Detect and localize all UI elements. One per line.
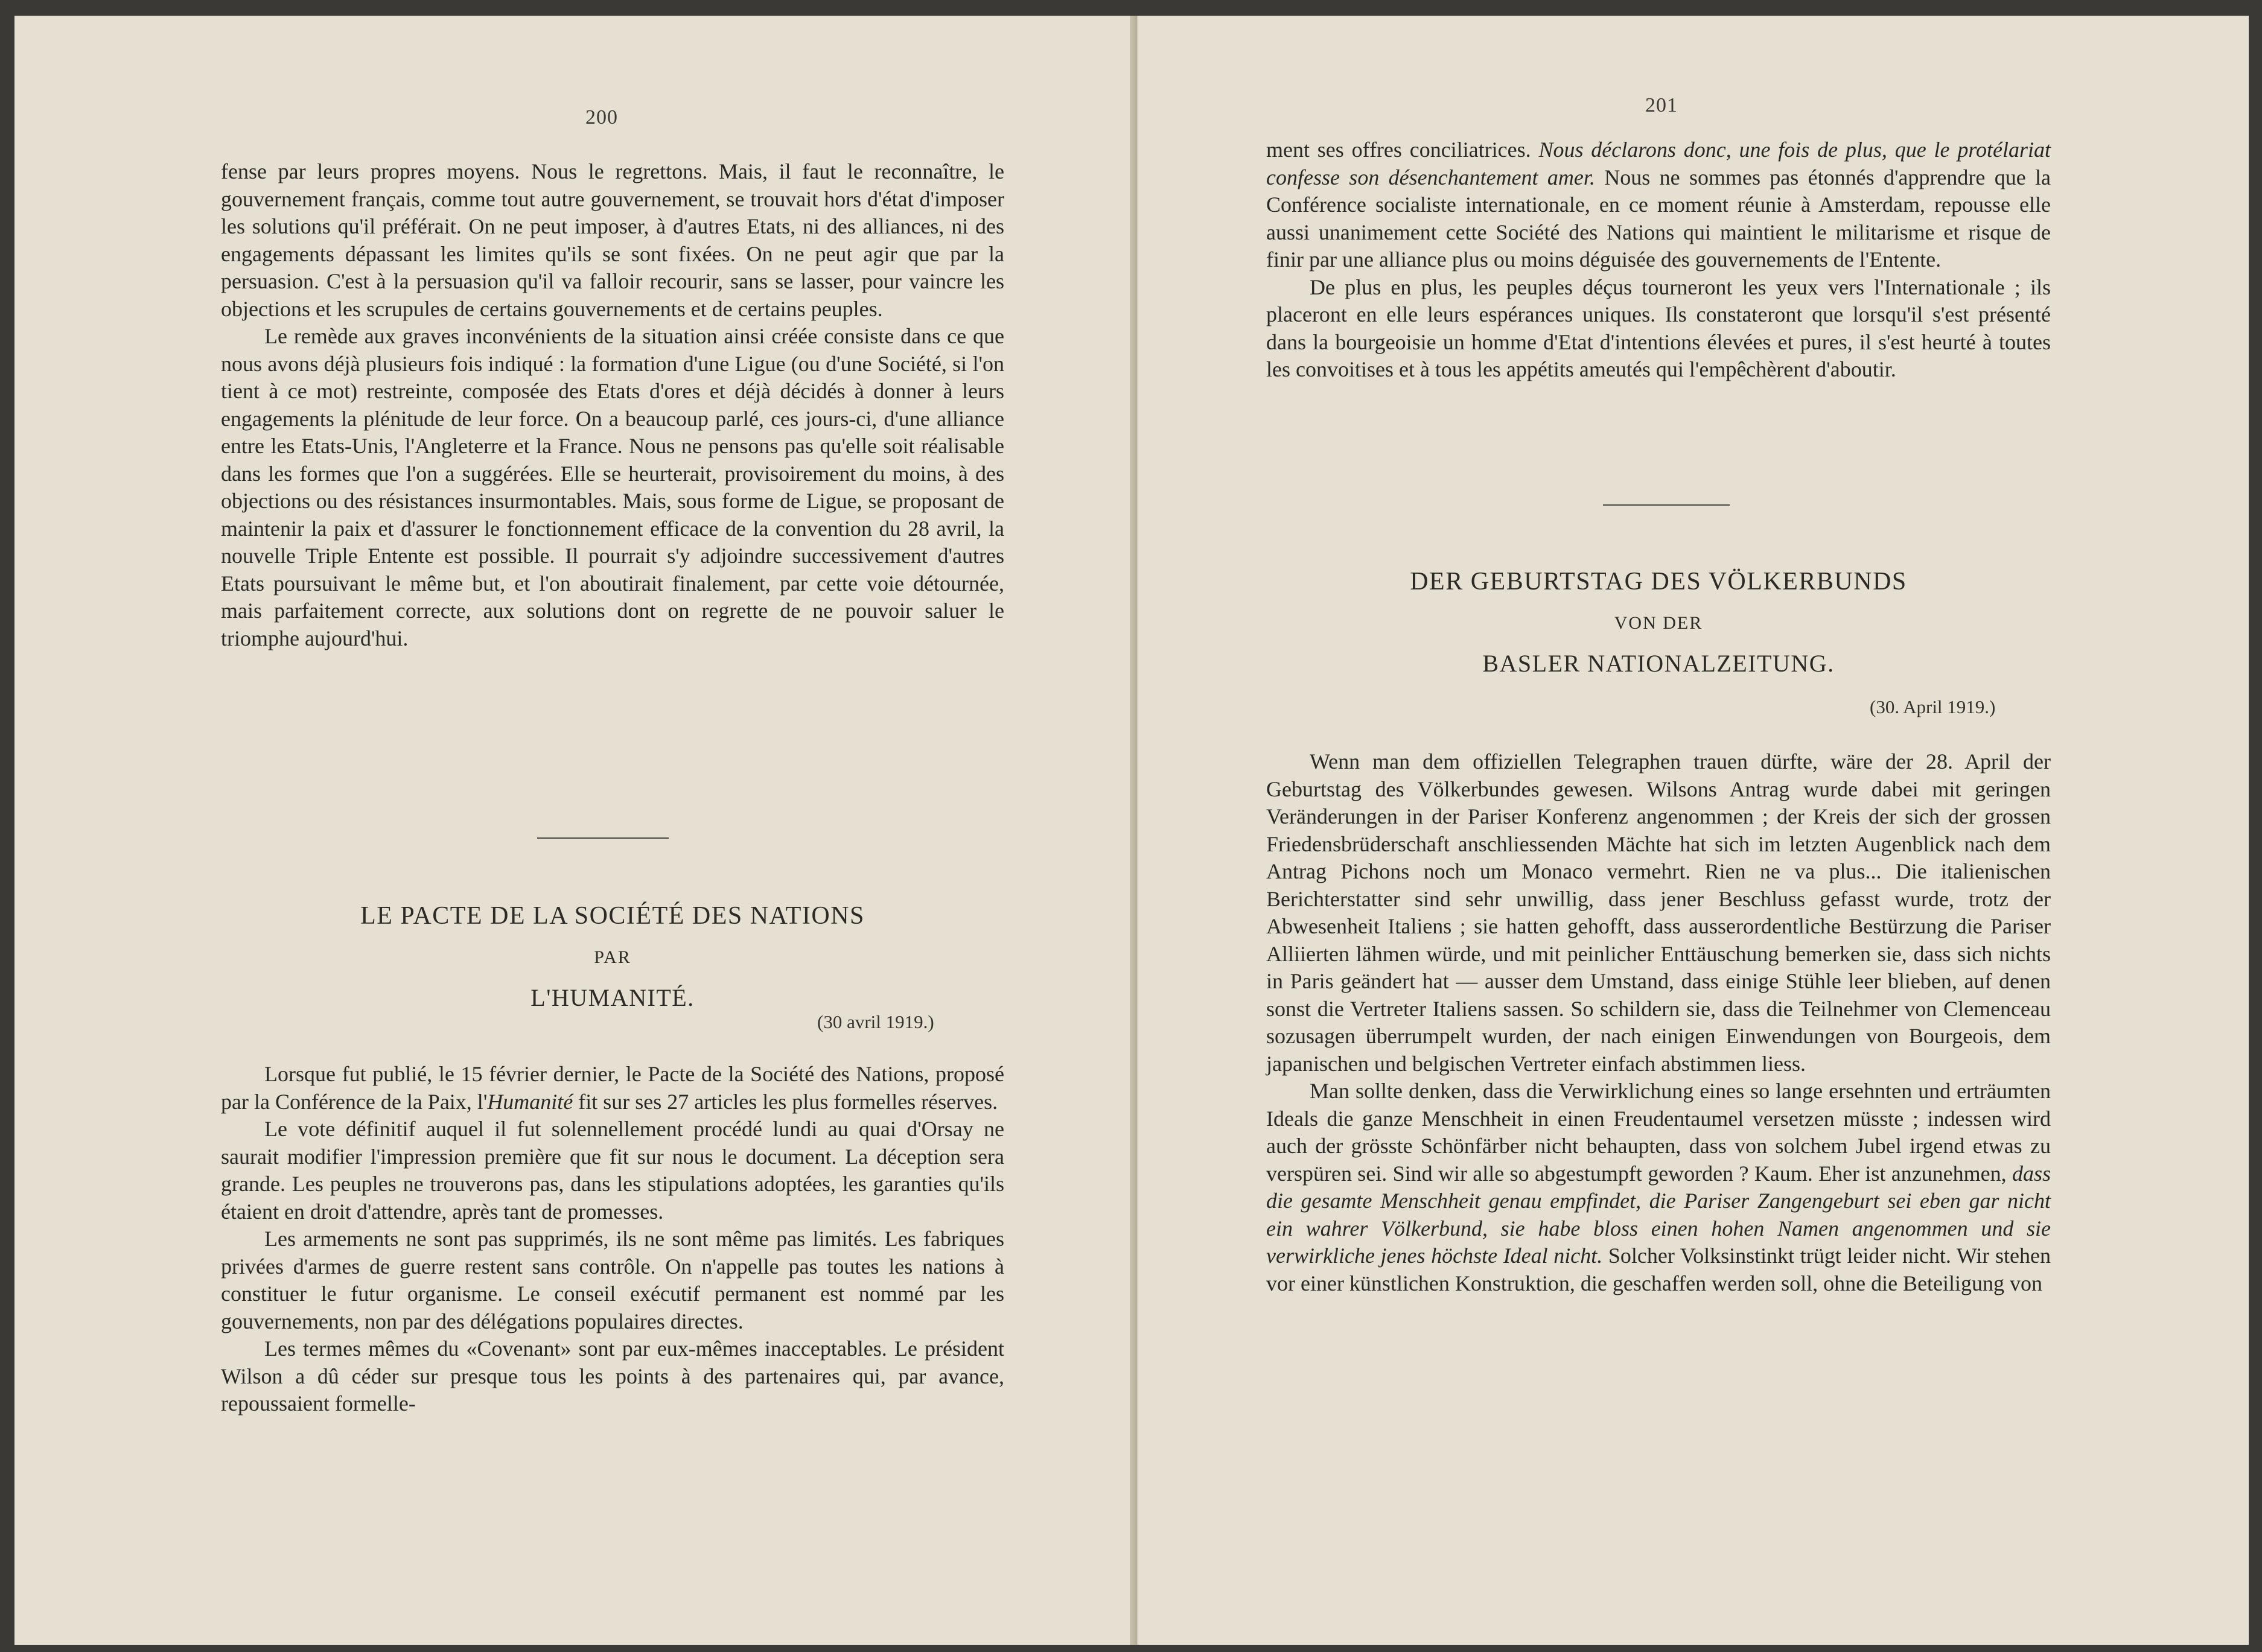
article-source: L'HUMANITÉ. (530, 984, 695, 1011)
paragraph: De plus en plus, les peuples déçus tourneront les yeux vers l'Internationale ; ils placeront en elle leurs espérances uniques. Ils constateront que lorsqu'il s'est présenté dans la bourgeoisie un homme d'Etat d'intentions élevées et pures, il s'est heurté à toutes les convoitises et à tous les appétits ameutés qui l'empêchèrent d'aboutir. (1266, 275, 2051, 381)
right-continuation-text (1266, 136, 2051, 384)
paragraph: Les termes mêmes du «Covenant» sont par eux-mêmes inacceptables. Le président Wilson a dû céder sur presque tous les points à des partenaires qui, par avance, repoussaient formelle- (221, 1336, 1004, 1415)
right-page (1137, 16, 2249, 1645)
paragraph: Le vote définitif auquel il fut solennellement procédé lundi au quai d'Orsay ne saurait modifier l'impression première que fit sur nous le document. La déception sera grande. Les peuples ne trouverons pas, dans les stipulations adoptées, les garanties qu'ils étaient en droit d'attendre, après tant de promesses. (221, 1117, 1004, 1224)
article-title: LE PACTE DE LA SOCIÉTÉ DES NATIONS (360, 902, 865, 930)
section-divider (537, 837, 669, 839)
paragraph: fense par leurs propres moyens. Nous le regrettons. Mais, il faut le reconnaître, le gouvernement français, comme tout autre gouvernement, se trouvait hors d'état d'imposer les solutions qu'il préférait. On ne peut imposer, à d'autres Etats, ni des alliances, ni des engagements dépassant les limites qu'ils se sont fixées. On ne peut agir que par la persuasion. C'est à la persuasion qu'il va falloir recourir, sans se lasser, pour vaincre les objections et les scrupules de certains gouvernements et de certains peuples. (221, 159, 1004, 321)
article-byline-von: VON DER (1614, 613, 1703, 633)
left-page (14, 16, 1136, 1645)
article-title: DER GEBURTSTAG DES VÖLKERBUNDS (1410, 568, 1907, 596)
left-article-body (221, 1061, 1004, 1418)
article-source: BASLER NATIONALZEITUNG. (1482, 650, 1835, 677)
article-byline-par: PAR (594, 947, 631, 967)
section-divider (1603, 504, 1730, 506)
page-number-left: 200 (585, 106, 618, 129)
paragraph: Wenn man dem offiziellen Telegraphen trauen dürfte, wäre der 28. April der Geburtstag des Völkerbundes gewesen. Wilsons Antrag wurde dabei mit geringen Veränderungen in der Pariser Konferenz angenommen ; der Kreis der sich der grossen Friedensbrüderschaft anschliessenden Mächte hat sich im letzten Augenblick nach dem Antrag Pichons noch um Monaco vermehrt. Rien ne va plus... Die italienischen Berichterstatter sind sehr unwillig, dass jener Beschluss gefasst wurde, trotz der Abwesenheit Italiens ; sie hatten gehofft, dass ausserordentliche Bestürzung die Pariser Alliierten lähmen würde, und mit peinlicher Enttäuschung bemerken sie, dass sich nichts in Paris geändert hat — ausser dem Umstand, dass einige Stühle leer blieben, auf denen sonst die Vertreter Italiens sassen. So schildern sie, dass die Teilnehmer von Clemenceau sozusagen überrumpelt wurden, der nach einigen Einwendungen von Bourgeois, dem japanischen und belgischen Vertreter einfach abstimmen liess. (1266, 749, 2051, 1076)
left-continuation-text (221, 158, 1004, 652)
page-number-right: 201 (1645, 94, 1678, 116)
paragraph: Man sollte denken, dass die Verwirklichung eines so lange ersehnten und erträumten Ideals die ganze Menschheit in einen Freudentaumel versetzen müsste ; indessen wird auch der grösste Schönfärber nicht behaupten, dass von solchem Jubel irgend etwas zu verspüren sei. Sind wir alle so abgestumpft geworden ? Kaum. Eher ist anzunehmen, dass die gesamte Menschheit genau empfindet, die Pariser Zangengeburt sei eben gar nicht ein wahrer Völkerbund, sie habe bloss einen hohen Namen angenommen und sie verwirkliche jenes höchste Ideal nicht. Solcher Volksinstinkt trügt leider nicht. Wir stehen vor einer künstlichen Konstruktion, die geschaffen werden soll, ohne die Beteiligung von (1266, 1079, 2051, 1295)
right-article-body (1266, 748, 2051, 1297)
paragraph: Lorsque fut publié, le 15 février dernier, le Pacte de la Société des Nations, proposé par la Conférence de la Paix, l'Humanité fit sur ses 27 articles les plus formelles réserves. (221, 1062, 1004, 1114)
paragraph: Les armements ne sont pas supprimés, ils ne sont même pas limités. Les fabriques privées d'armes de guerre restent sans contrôle. On n'appelle pas toutes les nations à constituer le futur organisme. Le conseil exécutif permanent est nommé par les gouvernements, non par des délégations populaires directes. (221, 1227, 1004, 1333)
paragraph: ment ses offres conciliatrices. Nous déclarons donc, une fois de plus, que le protélariat confesse son désenchantement amer. Nous ne sommes pas étonnés d'apprendre que la Conférence socialiste internationale, en ce moment réunie à Amsterdam, repousse elle aussi unanimement cette Société des Nations qui maintient le militarisme et risque de finir par une alliance plus ou moins déguisée des gouvernements de l'Entente. (1266, 138, 2051, 272)
paragraph: Le remède aux graves inconvénients de la situation ainsi créée consiste dans ce que nous avons déjà plusieurs fois indiqué : la formation d'une Ligue (ou d'une Société, si l'on tient à ce mot) restreinte, composée des Etats d'ores et déjà décidés à donner à leurs engagements la plénitude de leur force. On a beaucoup parlé, ces jours-ci, d'une alliance entre les Etats-Unis, l'Angleterre et la France. Nous ne pensons pas qu'elle soit réalisable dans les formes que l'on a suggérées. Elle se heurterait, provisoirement du moins, à des objections ou des résistances insurmontables. Mais, sous forme de Ligue, se proposant de maintenir la paix et d'assurer le fonctionnement efficace de la convention du 28 avril, la nouvelle Triple Entente est possible. Il pourrait s'y adjoindre successivement d'autres Etats poursuivant le même but, et l'on aboutirait finalement, par cette voie détournée, mais parfaitement correcte, aux solutions dont on regrette de ne pouvoir saluer le triomphe aujourd'hui. (221, 324, 1004, 650)
article-date: (30. April 1919.) (1870, 696, 1996, 717)
article-date: (30 avril 1919.) (817, 1011, 934, 1032)
